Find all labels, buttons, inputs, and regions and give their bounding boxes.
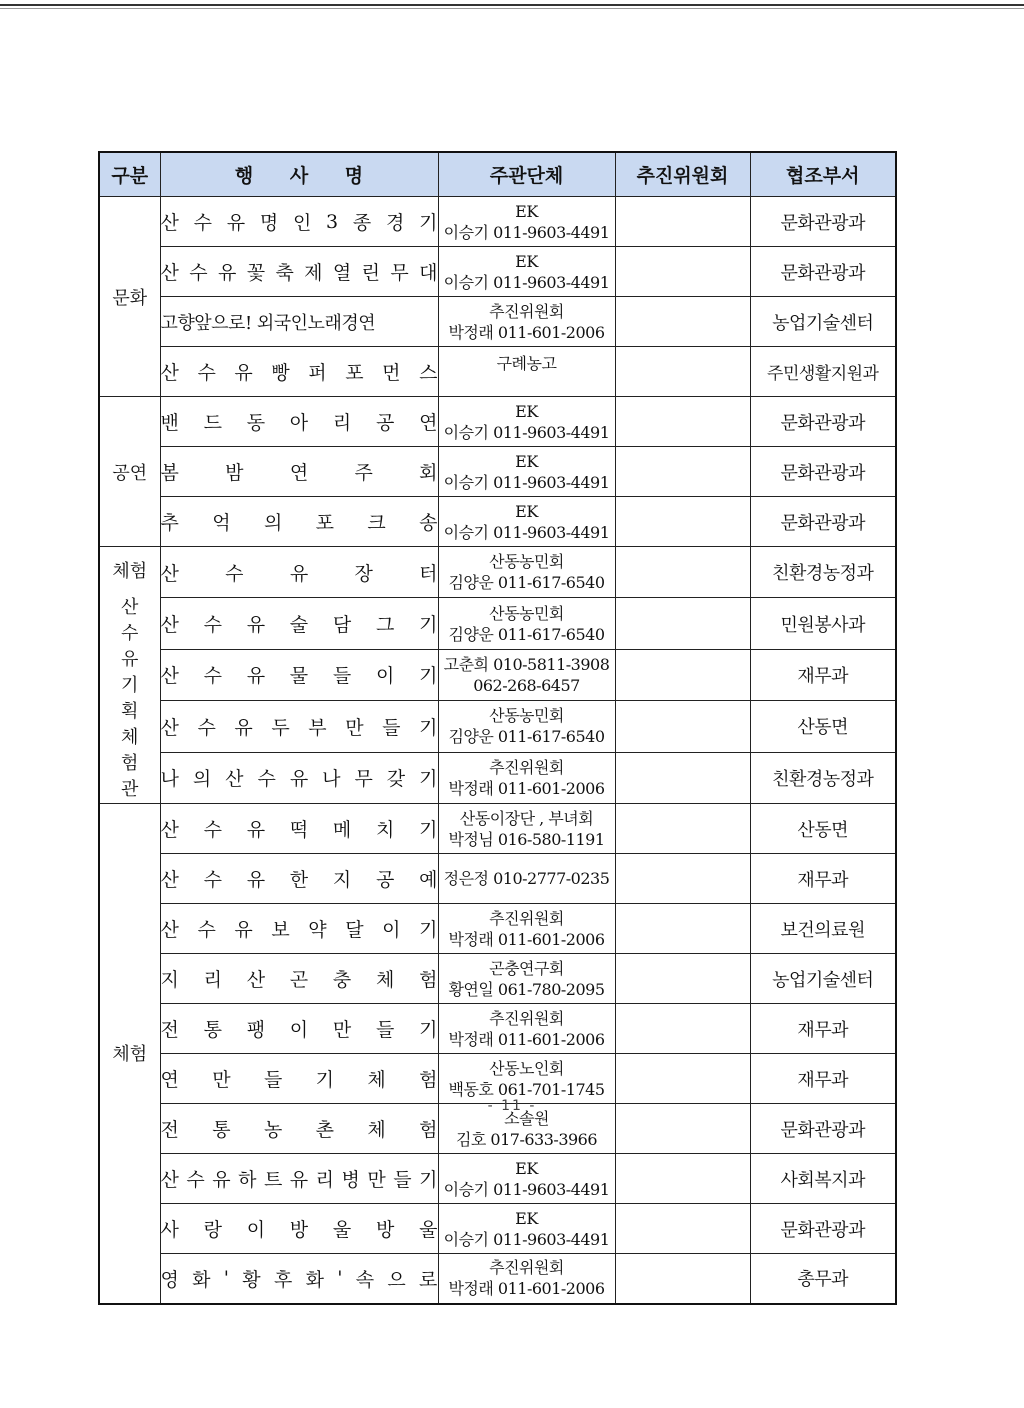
host-org: 곤충연구회 — [489, 958, 564, 978]
event-name: 연 만 들 기 체 험 — [160, 1069, 438, 1091]
header-committee: 추진위원회 — [615, 152, 750, 197]
coop-dept: 문화관광과 — [750, 247, 896, 297]
event-name: 산 수 유 꽃 축 제 열 린 무 대 — [160, 262, 438, 284]
host-contact: 이승기 011-9603-4491 — [443, 1179, 610, 1199]
committee-cell — [615, 1204, 750, 1254]
committee-cell — [615, 247, 750, 297]
host-org: 추진위원회 — [489, 757, 564, 777]
committee-cell — [615, 447, 750, 497]
event-name: 산 수 유 빵 퍼 포 먼 스 — [160, 362, 438, 384]
event-name: 산 수 유 한 지 공 예 — [160, 869, 438, 891]
coop-dept: 산동면 — [750, 701, 896, 752]
table-header-row — [99, 152, 896, 197]
coop-dept: 민원봉사과 — [750, 598, 896, 649]
host-org: EK — [515, 401, 538, 421]
host-org: 산동농민회 — [489, 706, 564, 726]
coop-dept: 보건의료원 — [750, 904, 896, 954]
coop-dept: 문화관광과 — [750, 497, 896, 547]
event-table — [98, 151, 897, 1305]
committee-cell — [615, 752, 750, 803]
host-contact: 이승기 011-9603-4491 — [443, 222, 610, 242]
event-name: 산 수 유 떡 메 치 기 — [160, 819, 438, 841]
table-row — [99, 497, 896, 547]
host-org: 정은정 010-2777-0235 — [443, 869, 610, 888]
table-row — [99, 701, 896, 752]
category-experience: 체험 — [99, 804, 160, 1304]
host-org: 산동이장단 , 부녀회 — [459, 808, 594, 828]
category-experience-hall — [99, 547, 160, 804]
event-name: 영 화 ' 황 후 화 ' 속 으 로 — [160, 1267, 438, 1291]
coop-dept: 농업기술센터 — [750, 297, 896, 347]
category-experience-top: 체험 — [112, 561, 148, 582]
host-contact: 이승기 011-9603-4491 — [443, 272, 610, 292]
table-row — [99, 297, 896, 347]
event-name: 전 통 팽 이 만 들 기 — [160, 1019, 438, 1041]
host-contact: 백동호 061-701-1745 — [448, 1079, 605, 1099]
table-row — [99, 347, 896, 397]
table-row — [99, 954, 896, 1004]
event-name: 지 리 산 곤 충 체 험 — [160, 969, 438, 991]
table-row — [99, 447, 896, 497]
table-row — [99, 1004, 896, 1054]
category-culture: 문화 — [99, 197, 160, 397]
event-name: 산 수 유 하 트 유 리 병 만 들 기 — [160, 1169, 438, 1191]
event-name: 고향앞으로! 외국인노래경연 — [160, 312, 376, 334]
coop-dept: 총무과 — [750, 1254, 896, 1304]
event-name: 밴 드 동 아 리 공 연 — [160, 412, 438, 434]
event-name: 산 수 유 명 인 3 종 경 기 — [160, 210, 438, 234]
host-org: 추진위원회 — [489, 301, 564, 321]
committee-cell — [615, 197, 750, 247]
host-contact: 김양운 011-617-6540 — [448, 727, 605, 747]
table-row — [99, 598, 896, 649]
event-name: 산 수 유 술 담 그 기 — [160, 614, 438, 637]
committee-cell — [615, 854, 750, 904]
category-char: 수 — [121, 623, 139, 644]
host-contact: 박정래 011-601-2006 — [448, 929, 605, 949]
coop-dept: 재무과 — [750, 649, 896, 700]
committee-cell — [615, 598, 750, 649]
coop-dept: 문화관광과 — [750, 1204, 896, 1254]
table-row — [99, 904, 896, 954]
header-event-name: 행 사 명 — [160, 152, 438, 197]
table-row — [99, 1054, 896, 1104]
host-contact: 김양운 011-617-6540 — [448, 624, 605, 644]
committee-cell — [615, 1054, 750, 1104]
host-org: EK — [515, 451, 538, 471]
host-org: 추진위원회 — [489, 908, 564, 928]
committee-cell — [615, 804, 750, 854]
coop-dept: 재무과 — [750, 1054, 896, 1104]
host-contact: 이승기 011-9603-4491 — [443, 522, 610, 542]
coop-dept: 친환경농정과 — [750, 752, 896, 803]
category-char: 유 — [121, 649, 139, 670]
coop-dept: 문화관광과 — [750, 1104, 896, 1154]
committee-cell — [615, 701, 750, 752]
category-char: 획 — [121, 701, 139, 722]
host-contact: 박정님 016-580-1191 — [448, 829, 605, 849]
coop-dept: 재무과 — [750, 1004, 896, 1054]
coop-dept: 주민생활지원과 — [750, 347, 896, 397]
event-name: 나 의 산 수 유 나 무 갖 기 — [160, 768, 438, 791]
coop-dept: 문화관광과 — [750, 197, 896, 247]
host-org: EK — [515, 201, 538, 221]
host-org: EK — [515, 1158, 538, 1178]
coop-dept: 사회복지과 — [750, 1154, 896, 1204]
host-contact: 박정래 011-601-2006 — [448, 1029, 605, 1049]
header-coop-dept: 협조부서 — [750, 152, 896, 197]
category-char: 체 — [121, 727, 139, 748]
host-org: 추진위원회 — [489, 1258, 564, 1278]
host-contact: 황연일 061-780-2095 — [448, 979, 605, 999]
host-org: 소솔원 — [504, 1108, 549, 1128]
committee-cell — [615, 954, 750, 1004]
header-host-org: 주관단체 — [438, 152, 615, 197]
table-row — [99, 247, 896, 297]
table-row — [99, 1254, 896, 1304]
host-org: 추진위원회 — [489, 1008, 564, 1028]
host-contact: 이승기 011-9603-4491 — [443, 472, 610, 492]
table-row — [99, 547, 896, 598]
host-org: EK — [515, 251, 538, 271]
page-number: - 11 - — [487, 1098, 537, 1114]
coop-dept: 산동면 — [750, 804, 896, 854]
committee-cell — [615, 649, 750, 700]
committee-cell — [615, 497, 750, 547]
committee-cell — [615, 1154, 750, 1204]
host-contact: 062-268-6457 — [473, 675, 580, 695]
category-performance: 공연 — [99, 397, 160, 547]
table-row — [99, 804, 896, 854]
host-contact: 이승기 011-9603-4491 — [443, 422, 610, 442]
table-row — [99, 397, 896, 447]
host-org: EK — [515, 1208, 538, 1228]
host-contact: 김양운 011-617-6540 — [448, 573, 605, 593]
event-name: 산 수 유 장 터 — [160, 562, 438, 585]
committee-cell — [615, 1254, 750, 1304]
host-org: 산동노인회 — [489, 1058, 564, 1078]
event-name: 추 억 의 포 크 송 — [160, 512, 438, 534]
table-row — [99, 854, 896, 904]
event-name: 봄 밤 연 주 회 — [160, 462, 438, 484]
event-name: 산 수 유 보 약 달 이 기 — [160, 919, 438, 941]
coop-dept: 재무과 — [750, 854, 896, 904]
host-org: 고춘희 010-5811-3908 — [443, 654, 610, 674]
event-name: 사 랑 이 방 울 방 울 — [160, 1219, 438, 1241]
committee-cell — [615, 297, 750, 347]
host-contact: 박정래 011-601-2006 — [448, 778, 605, 798]
committee-cell — [615, 347, 750, 397]
coop-dept: 친환경농정과 — [750, 547, 896, 598]
table-row — [99, 649, 896, 700]
host-org: 구례농고 — [496, 354, 557, 373]
committee-cell — [615, 1004, 750, 1054]
host-contact: 김호 017-633-3966 — [455, 1129, 598, 1149]
table-row — [99, 752, 896, 803]
event-name: 산 수 유 두 부 만 들 기 — [160, 716, 438, 739]
table-row — [99, 1154, 896, 1204]
host-org: 산동농민회 — [489, 603, 564, 623]
coop-dept: 농업기술센터 — [750, 954, 896, 1004]
host-contact: 박정래 011-601-2006 — [448, 1279, 605, 1299]
top-rule-thin — [0, 8, 1024, 9]
event-name: 전 통 농 촌 체 험 — [160, 1119, 438, 1141]
coop-dept: 문화관광과 — [750, 397, 896, 447]
committee-cell — [615, 397, 750, 447]
event-name: 산 수 유 물 들 이 기 — [160, 665, 438, 688]
table-row — [99, 197, 896, 247]
host-contact: 박정래 011-601-2006 — [448, 322, 605, 342]
host-org: EK — [515, 501, 538, 521]
committee-cell — [615, 904, 750, 954]
top-rule — [0, 4, 1024, 6]
table-row — [99, 1204, 896, 1254]
host-org: 산동농민회 — [489, 552, 564, 572]
host-contact: 이승기 011-9603-4491 — [443, 1229, 610, 1249]
committee-cell — [615, 547, 750, 598]
category-char: 산 — [121, 597, 139, 618]
category-char: 험 — [121, 753, 139, 774]
category-char: 관 — [121, 779, 139, 800]
category-char: 기 — [121, 675, 139, 696]
coop-dept: 문화관광과 — [750, 447, 896, 497]
header-category: 구분 — [99, 152, 160, 197]
